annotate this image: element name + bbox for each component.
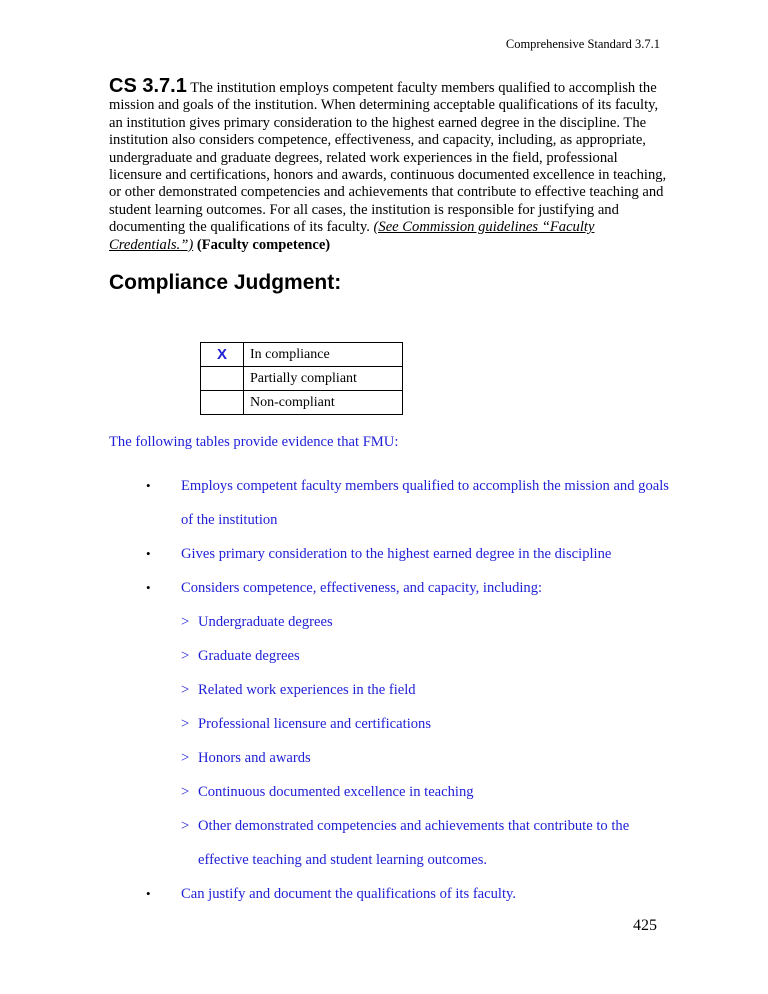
list-item	[181, 605, 669, 639]
sub-item-text: Other demonstrated competencies and achievements that contribute to the effective teaching and student learning outcomes.	[198, 818, 630, 868]
sub-item-text: Undergraduate degrees	[198, 614, 333, 630]
running-header: Comprehensive Standard 3.7.1	[505, 37, 660, 51]
list-item	[181, 707, 669, 741]
list-item	[109, 877, 669, 911]
evidence-item-text: Can justify and document the qualifications of its faculty.	[181, 886, 517, 902]
sub-item-text: Honors and awards	[198, 750, 311, 766]
list-item	[109, 469, 669, 537]
compliance-table	[200, 342, 403, 415]
evidence-item-text: Gives primary consideration to the highest earned degree in the discipline	[181, 546, 612, 562]
list-item	[181, 775, 669, 809]
evidence-sub-list	[181, 605, 669, 877]
standard-tag: (Faculty competence)	[196, 236, 331, 253]
sub-item-text: Graduate degrees	[198, 648, 300, 664]
list-item	[181, 639, 669, 673]
evidence-item-text: Employs competent faculty members qualified to accomplish the mission and goals of the institution	[181, 478, 669, 528]
compliance-mark	[201, 391, 244, 415]
list-item	[181, 673, 669, 707]
guideline-reference: (See Commission guidelines “Faculty Credentials.”)	[109, 219, 595, 253]
evidence-list	[109, 469, 669, 911]
chevron-right-icon: >	[181, 614, 190, 630]
compliance-label: Partially compliant	[244, 367, 403, 391]
chevron-right-icon: >	[181, 682, 190, 698]
chevron-right-icon: >	[181, 648, 190, 664]
list-item	[181, 809, 669, 877]
compliance-row	[201, 391, 403, 415]
chevron-right-icon: >	[181, 784, 190, 800]
bullet-icon: •	[146, 546, 151, 561]
bullet-icon: •	[146, 886, 151, 901]
compliance-mark	[201, 367, 244, 391]
compliance-label: In compliance	[244, 343, 403, 367]
sub-item-text: Continuous documented excellence in teaching	[198, 784, 474, 800]
list-item	[181, 741, 669, 775]
chevron-right-icon: >	[181, 750, 190, 766]
bullet-icon: •	[146, 478, 151, 493]
compliance-mark: X	[201, 343, 244, 367]
evidence-intro: The following tables provide evidence that FMU:	[109, 434, 399, 450]
compliance-label: Non-compliant	[244, 391, 403, 415]
bullet-icon: •	[146, 580, 151, 595]
list-item	[109, 537, 669, 571]
sub-item-text: Professional licensure and certifications	[198, 716, 432, 732]
standard-text: The institution employs competent faculty members qualified to accomplish the mission and goals of the institution. When determining acceptable qualifications of its faculty, an institution gives primary consideration to the highest earned degree in the discipline. The institution also considers competence, effectiveness, and capacity, including, as appropriate, undergraduate and graduate degrees, related work experiences in the field, professional licensure and certifications, honors and awards, continuous documented excellence in teaching, or other demonstrated competencies and achievements that contribute to effective teaching and student learning outcomes. For all cases, the institution is responsible for justifying and documenting the qualifications of its faculty.	[109, 80, 667, 236]
sub-item-text: Related work experiences in the field	[198, 682, 416, 698]
chevron-right-icon: >	[181, 716, 190, 732]
compliance-row	[201, 343, 403, 367]
evidence-item-text: Considers competence, effectiveness, and capacity, including:	[181, 580, 543, 596]
list-item	[109, 571, 669, 877]
page-number: 425	[633, 917, 657, 934]
standard-statement	[109, 75, 669, 254]
compliance-judgment-heading: Compliance Judgment:	[109, 271, 342, 294]
chevron-right-icon: >	[181, 818, 190, 834]
compliance-row	[201, 367, 403, 391]
standard-code: CS 3.7.1	[109, 75, 187, 97]
